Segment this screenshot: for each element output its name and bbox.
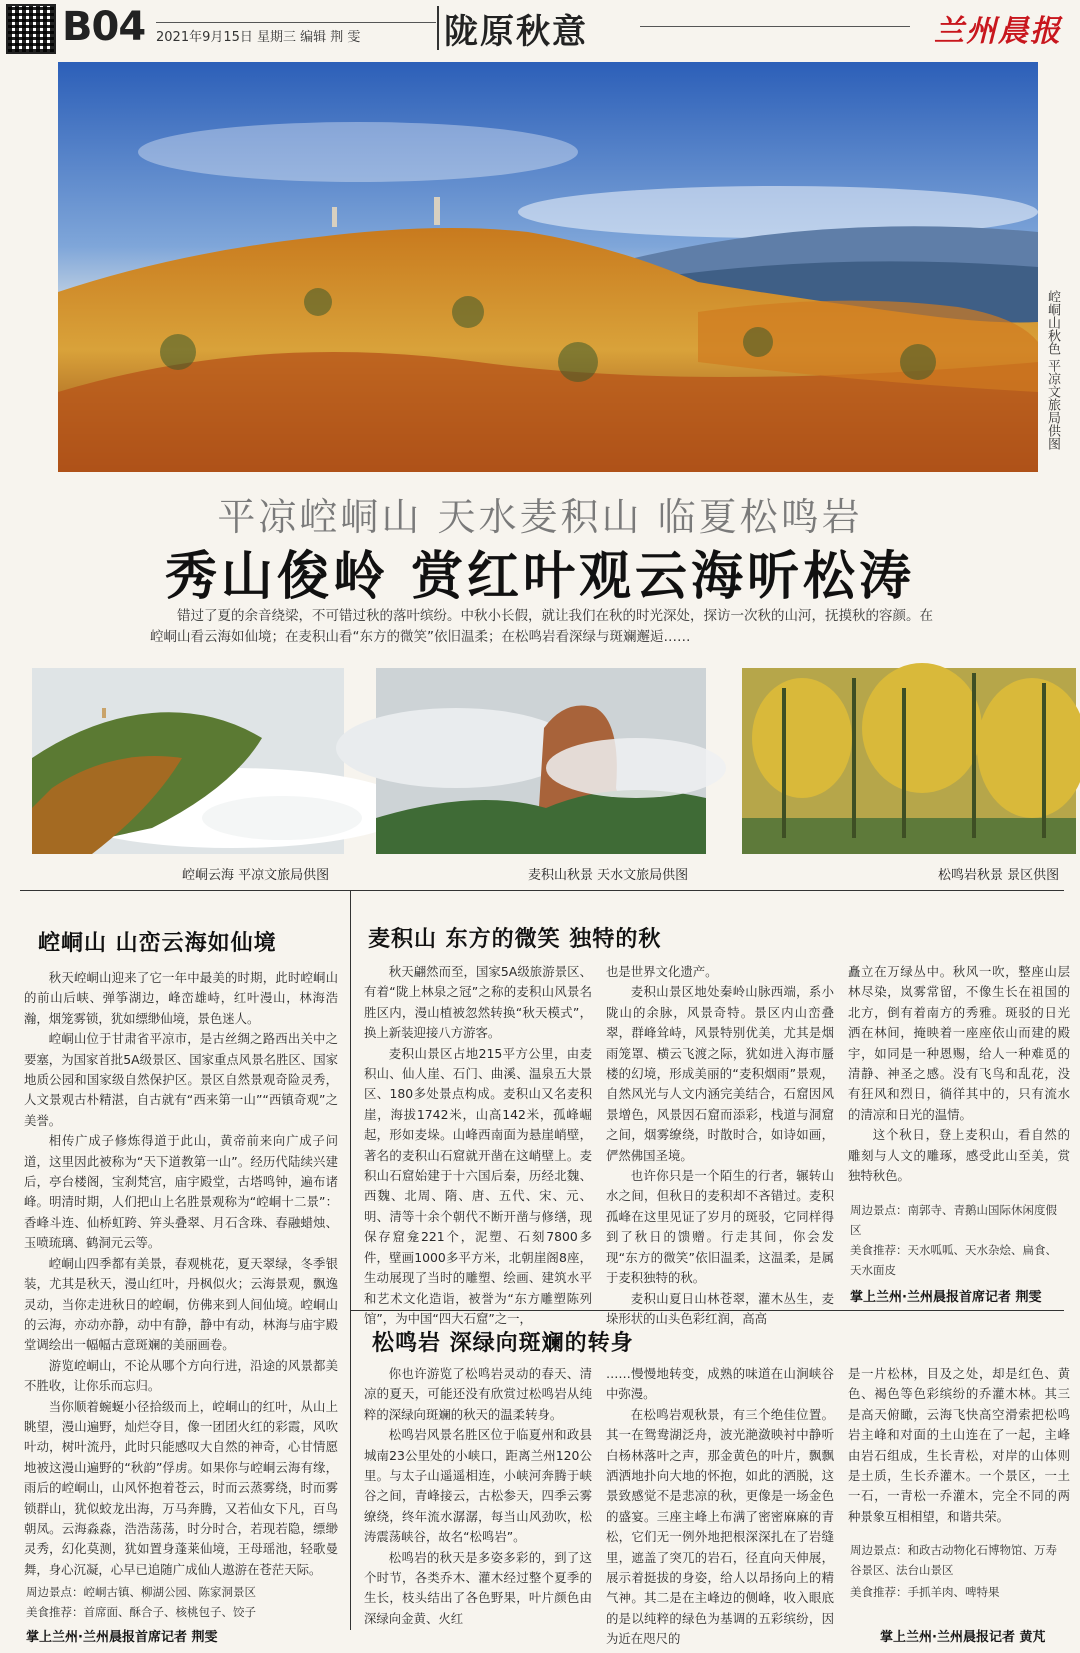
photo-maiji [376,668,706,854]
food-recommendation-songmingyan: 美食推荐：手抓羊肉、啤特果 [850,1585,1000,1599]
page-number: B04 [62,4,146,50]
paragraph: 游览崆峒山，不论从哪个方向行进，沿途的风景都美不胜收，让你乐而忘归。 [24,1357,338,1394]
article-heading-maiji: 麦积山 东方的微笑 独特的秋 [368,927,662,952]
byline-kongtong: 掌上兰州·兰州晨报首席记者 荆雯 [26,1630,218,1645]
paragraph: 这个秋日，登上麦积山，看自然的雕刻与人文的雕琢，感受此山至美，赏独特秋色。 [848,1127,1070,1184]
paragraph: 麦积山夏日山林苍翠，灌木丛生，麦垛形状的山头色彩红润，高高 [606,1290,834,1326]
photo-kongtong-clouds [32,668,344,854]
paragraph: 秋天崆峒山迎来了它一年中最美的时期，此时崆峒山的前山后峡、弹筝湖边，峰峦雄峙，红叶漫山，林海浩瀚，烟笼雾锁，犹如缥缈仙境，景色迷人。 [24,970,338,1026]
paragraph: 也是世界文化遗产。 [606,964,718,979]
masthead [0,0,1080,56]
paragraph: 是一片松林，目及之处，却是红色、黄色、褐色等色彩缤纷的乔灌木林。其三是高天俯瞰，云海飞快高空滑索把松鸣岩主峰和对面的土山连在了一起，主峰由岩石组成，生长青松，对岸的山体则是土质，生长乔灌木。一个景区，一土一石，一青松一乔灌木，完全不同的两种景象互相相望，和谐共荣。 [848,1366,1070,1524]
article-body-songmingyan-col2 [606,1364,834,1648]
photo-songmingyan [742,668,1076,854]
nearby-sights-kongtong: 周边景点：崆峒古镇、柳湖公园、陈家洞景区 [26,1585,256,1599]
hero-photo [58,62,1038,472]
paragraph: 你也许游览了松鸣岩灵动的春天、清凉的夏天，可能还没有欣赏过松鸣岩从纯粹的深绿向斑斓的秋天的温柔转身。 [364,1366,592,1422]
paragraph: 当你顺着蜿蜒小径拾级而上，崆峒山的红叶，从山上眺望，漫山遍野，灿烂夺目，像一团团火红的彩霞，风吹叶动，树叶流丹，此时只能感叹大自然的神奇，心甘情愿地被这漫山遍野的“秋韵”俘虏。如果你与崆峒云海有缘，雨后的崆峒山，山风怀抱着苍云，时而云蒸雾绕，时而雾锁群山，犹似蛟龙出海，万马奔腾，又若仙女下凡，百鸟朝凤。云海淼淼，浩浩荡荡，时分时合，若现若隐，缥缈灵秀，幻化莫测，犹如置身蓬莱仙境，王母瑶池，轻歌曼舞，身心沉凝，心早已追随广成仙人遨游在苍茫天际。 [24,1398,338,1577]
paragraph: 相传广成子修炼得道于此山，黄帝前来向广成子问道，这里因此被称为“天下道教第一山”。经历代陆续兴建后，亭台楼阁，宝刹梵宫，庙宇殿堂，古塔鸣钟，遍布诸峰。明清时期，人们把山上名胜景观称为“崆峒十二景”：香峰斗连、仙桥虹跨、笄头叠翠、月石含珠、春融蜡烛、玉喷琉璃、鹤洞元云等。 [24,1133,338,1251]
paragraph: 崆峒山位于甘肃省平凉市，是古丝绸之路西出关中之要塞，为国家首批5A级景区、国家重点风景名胜区、国家地质公园和国家级自然保护区。景区自然景观奇险灵秀，人文景观古朴精湛，自古就有“西来第一山”“西镇奇观”之美誉。 [24,1031,338,1128]
paragraph: 麦积山景区地处秦岭山脉西端，系小陇山的余脉，风景奇特。景区内山峦叠翠，群峰耸峙，风景特别优美，尤其是烟雨笼罩、横云飞渡之际，犹如进入海市蜃楼的幻境，形成美丽的“麦积烟雨”景观，自然风光与人文内涵完美结合，石窟因风景增色，风景因石窟而添彩，栈道与洞窟之间，烟雾缭绕，时散时合，如诗如画，俨然佛国圣境。 [606,984,834,1163]
nearby-sights-songmingyan: 周边景点：和政古动物化石博物馆、万寿谷景区、法台山景区 [850,1543,1057,1577]
article-heading-kongtong: 崆峒山 山峦云海如仙境 [38,931,277,956]
food-recommendation-kongtong: 美食推荐：首席面、酥合子、核桃包子、饺子 [26,1605,256,1619]
paragraph: 崆峒山四季都有美景，春观桃花，夏天翠绿，冬季银装，尤其是秋天，漫山红叶，丹枫似火；云海景观，飘逸灵动，当你走进秋日的崆峒，仿佛来到人间仙境。崆峒山的云海，亦动亦静，动中有静，静中有动，林海与庙宇殿堂调绘出一幅幅古意斑斓的美丽画卷。 [24,1255,338,1353]
nearby-sights-maiji: 周边景点：南郭寺、青鹅山国际休闲度假区 [850,1203,1057,1237]
paragraph: 松鸣岩风景名胜区位于临夏州和政县城南23公里处的小峡口，距离兰州120公里。与太子山遥遥相连，小峡河奔腾于峡谷之间，青峰接云，古松参天，四季云雾缭绕，终年流水潺潺，每当山风劲吹，松涛震荡峡谷，故名“松鸣岩”。 [364,1427,592,1545]
food-recommendation-maiji: 美食推荐：天水呱呱、天水杂烩、扁食、天水面皮 [850,1243,1057,1277]
newspaper-logo[interactable]: 兰州晨报 [934,14,1062,49]
paragraph: 麦积山景区占地215平方公里，由麦积山、仙人崖、石门、曲溪、温泉五大景区、180多处景点构成。麦积山又名麦积崖，海拔1742米，山高142米，孤峰崛起，形如麦垛。山峰西南面为悬崖峭壁，著名的麦积山石窟就开凿在这峭壁上。麦积山石窟始建于十六国后秦，历经北魏、西魏、北周、隋、唐、五代、宋、元、明、清等十余个朝代不断开凿与修缮，现保存窟龛221个，泥塑、石刻7800多件，壁画1000多平方米，北朝崖阁8座，生动展现了当时的雕塑、绘画、建筑水平和艺术文化造诣，被誉为“东方雕塑陈列馆”，为中国“四大石窟”之一， [364,1045,592,1326]
hero-caption: 崆峒山秋色 平凉文旅局供图 [1045,290,1060,451]
photo-caption-kongtong: 崆峒云海 平凉文旅局供图 [182,868,330,883]
photo-caption-maiji: 麦积山秋景 天水文旅局供图 [528,868,689,883]
main-headline: 秀山俊岭 赏红叶观云海听松涛 [164,547,916,607]
paragraph: 矗立在万绿丛中。秋风一吹，整座山层林尽染，岚雾常留，不像生长在祖国的北方，倒有着南方的秀雅。斑驳的日光洒在林间，掩映着一座座依山而建的殿宇，如同是一种恩赐，给人一种难觅的清静、神圣之感。没有飞鸟和乱花，没有狂风和烈日，徜徉其中的，只有流水的清凉和日光的温情。 [848,964,1070,1122]
article-body-maiji-col2 [606,962,834,1326]
byline-songmingyan: 掌上兰州·兰州晨报记者 黄芃 [880,1630,1046,1645]
article-body-maiji-col3 [848,962,1070,1194]
lead-paragraph: 错过了夏的余音绕梁，不可错过秋的落叶缤纷。中秋小长假，就让我们在秋的时光深处，探访一次秋的山河，抚摸秋的容颜。在崆峒山看云海如仙境；在麦积山看“东方的微笑”依旧温柔；在松鸣岩看深绿与斑斓邂逅…… [150,608,933,645]
article-body-songmingyan-col1 [364,1364,592,1648]
article-heading-songmingyan: 松鸣岩 深绿向斑斓的转身 [372,1331,634,1356]
paragraph: 松鸣岩的秋天是多姿多彩的，到了这个时节，各类乔木、灌木经过整个夏季的生长，枝头结出了各色野果，叶片颜色由深绿向金黄、火红 [364,1549,592,1626]
section-title: 陇原秋意 [444,12,588,52]
byline-maiji: 掌上兰州·兰州晨报首席记者 荆雯 [850,1290,1042,1305]
paragraph: 在松鸣岩观秋景，有三个绝佳位置。其一在鸳鸯湖泛舟，波光滟潋映衬中静听白杨林落叶之声，那金黄色的叶片，飘飘洒洒地扑向大地的怀抱，如此的洒脱，这景致感觉不是悲凉的秋，更像是一场金色的盛宴。三座主峰上布满了密密麻麻的青松，它们无一例外地把根深深扎在了岩缝里，遮盖了突兀的岩石，径直向天伸展，展示着挺拔的身姿，给人以昂扬向上的精气神。其二是在主峰边的侧峰，收入眼底的是以纯粹的绿色为基调的五彩缤纷，因为近在咫尺的 [606,1406,834,1647]
qr-code-icon[interactable] [6,4,56,54]
article-body-songmingyan-col3 [848,1364,1070,1534]
article-body-kongtong [24,968,338,1580]
masthead-rule-right [640,26,910,27]
paragraph: 秋天翩然而至，国家5A级旅游景区、有着“陇上林泉之冠”之称的麦积山风景名胜区内，漫山植被忽然转换“秋天模式”，换上新装迎接八方游客。 [364,964,592,1041]
date-line: 2021年9月15日 星期三 编辑 荆 雯 [156,30,361,45]
paragraph: ……慢慢地转变，成熟的味道在山涧峡谷中弥漫。 [606,1366,834,1402]
divider-top [20,890,1064,891]
photo-caption-songmingyan: 松鸣岩秋景 景区供图 [938,868,1060,883]
masthead-rule [156,22,436,23]
divider-left-column [350,890,351,1630]
paragraph: 也许你只是一个陌生的行者，辗转山水之间，但秋日的麦积却不吝错过。麦积孤峰在这里见证了岁月的斑驳，它同样得到了秋日的馈赠。行走其间，你会发现“东方的微笑”依旧温柔，这温柔，是属于麦积独特的秋。 [606,1168,834,1286]
subtitle: 平凉崆峒山 天水麦积山 临夏松鸣岩 [217,495,863,539]
article-body-maiji-col1 [364,962,592,1326]
masthead-divider [437,6,439,50]
